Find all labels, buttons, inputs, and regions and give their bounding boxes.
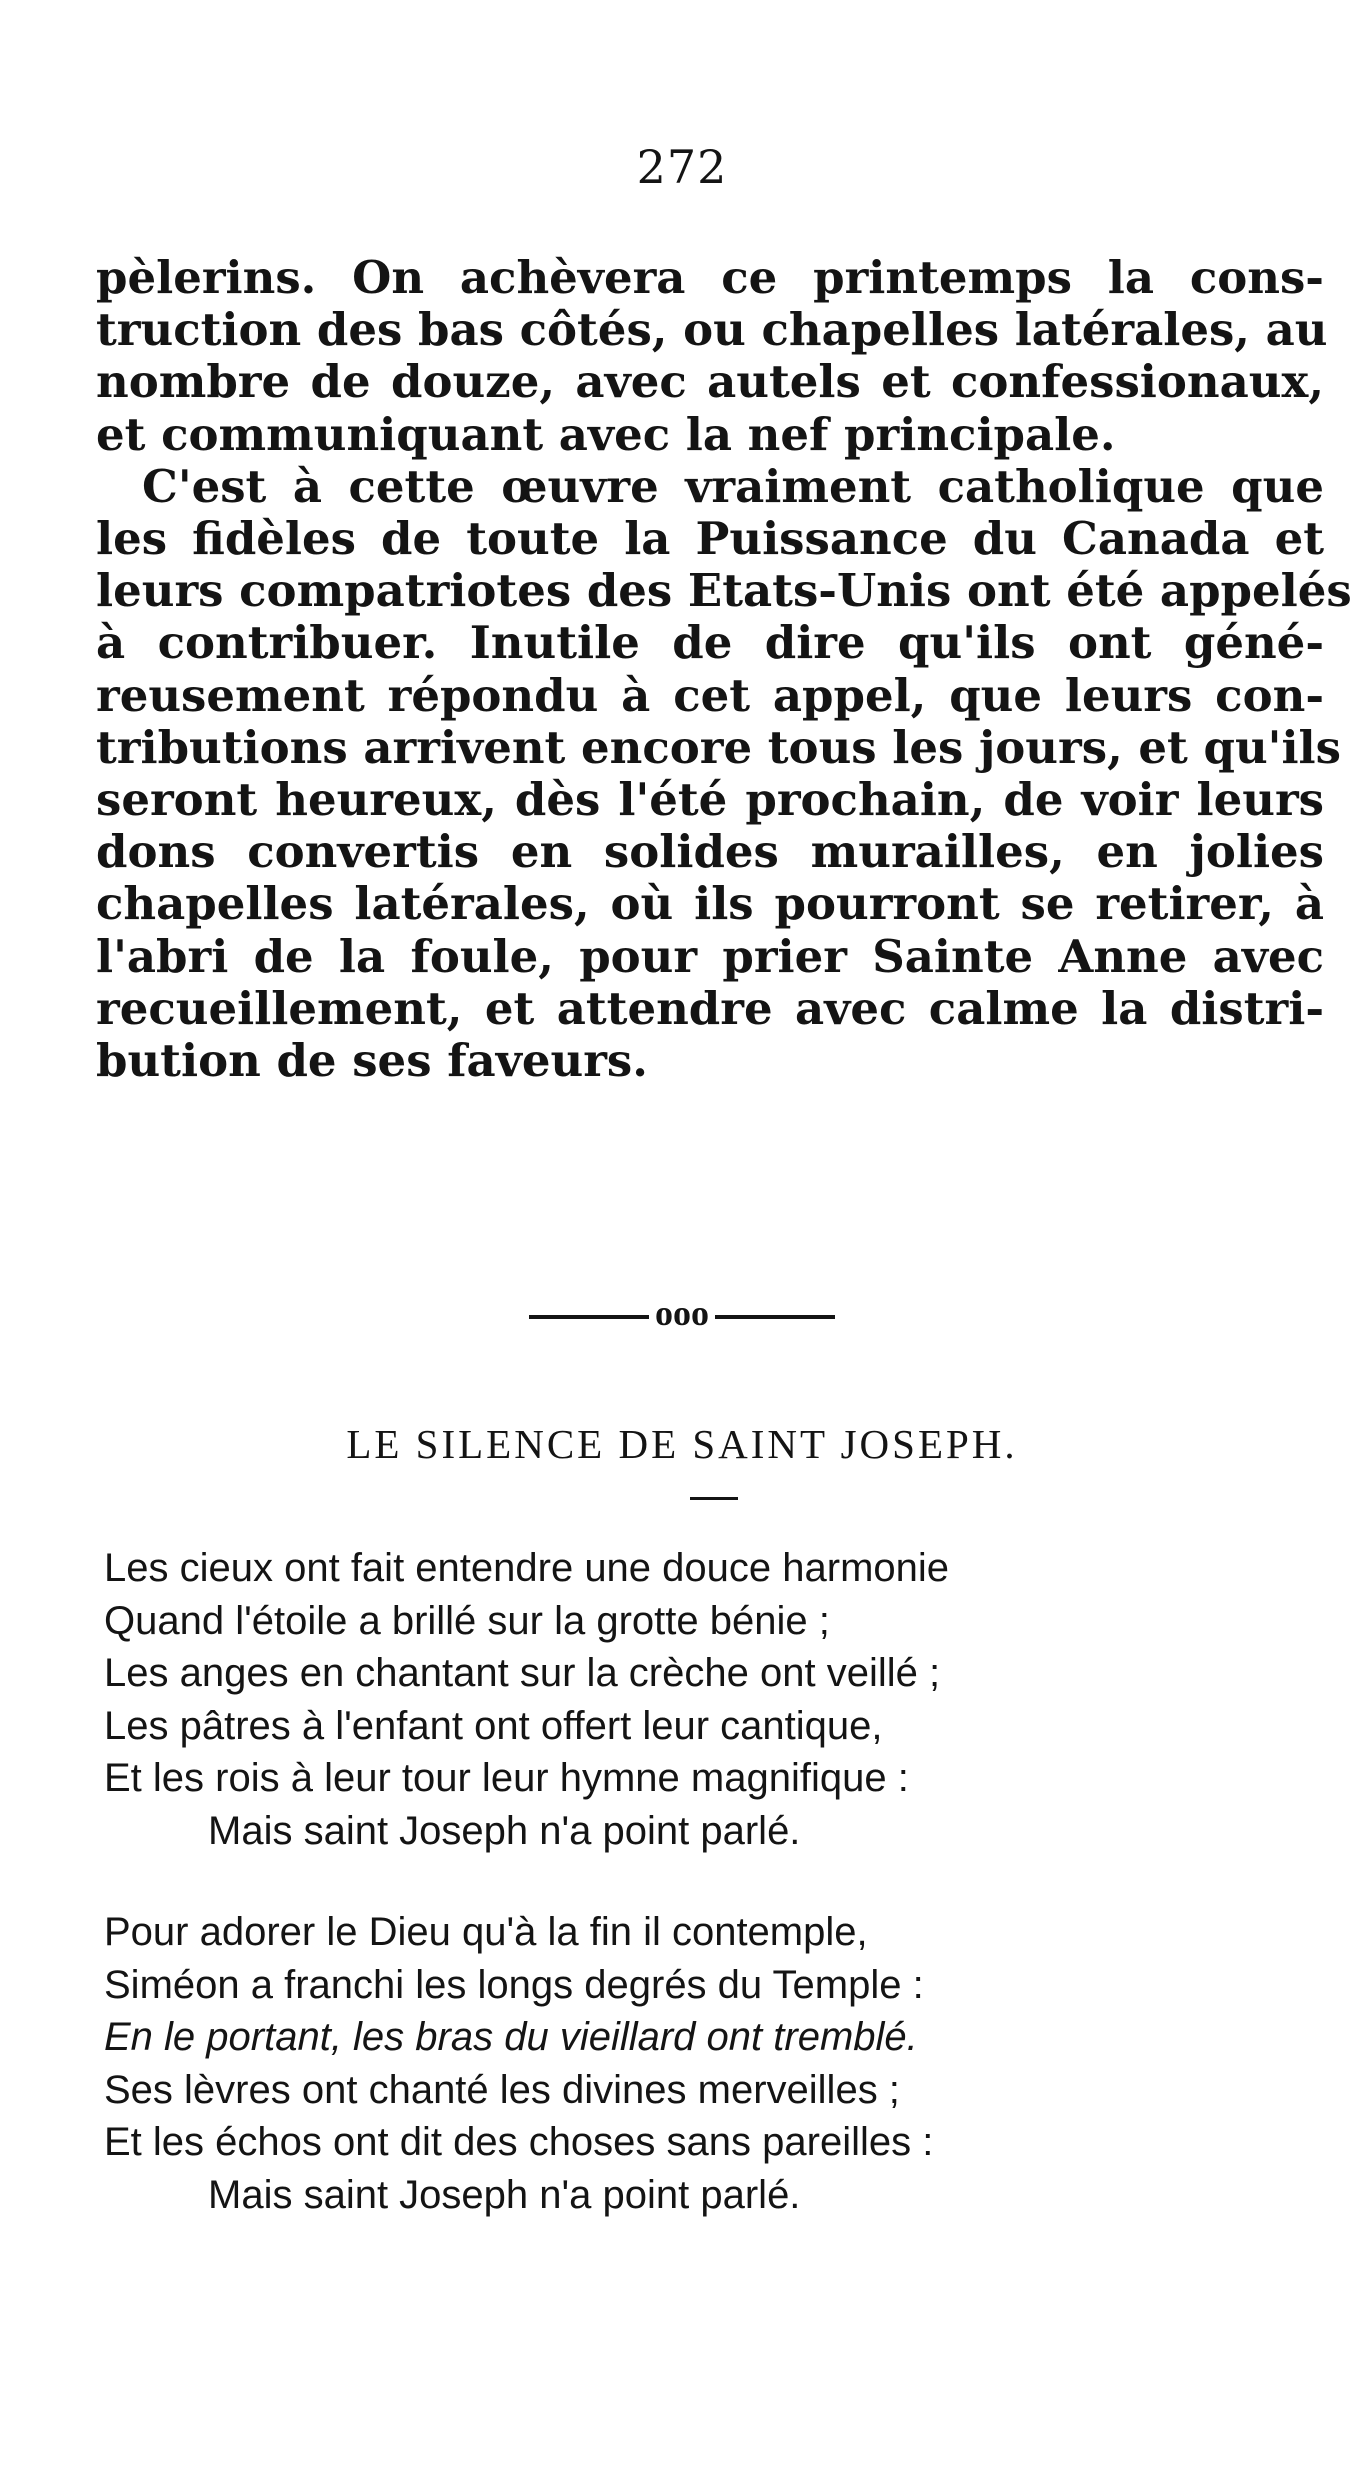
prose-line: l'abri de la foule, pour prier Sainte Anne avec [96, 929, 1324, 983]
prose-line: reusement répondu à cet appel, que leurs con- [96, 668, 1324, 722]
separator-rule [715, 1315, 835, 1319]
poem-title: LE SILENCE DE SAINT JOSEPH. [346, 1421, 1018, 1467]
prose-line: seront heureux, dès l'été prochain, de voir leurs [96, 773, 1324, 827]
verse-line: Et les rois à leur tour leur hymne magnifique : [104, 1756, 909, 1801]
prose-line: recueillement, et attendre avec calme la distri- [96, 981, 1324, 1035]
prose-line: nombre de douze, avec autels et confessionaux, [96, 355, 1324, 409]
prose-line: tributions arrivent encore tous les jours, et qu'ils [96, 720, 1341, 774]
verse-line: Les pâtres à l'enfant ont offert leur cantique, [104, 1703, 883, 1748]
prose-paragraphs [96, 251, 1352, 1088]
prose-line: truction des bas côtés, ou chapelles latérales, au [96, 303, 1328, 357]
prose-line: dons convertis en solides murailles, en jolies [96, 825, 1324, 879]
prose-line: à contribuer. Inutile de dire qu'ils ont géné- [96, 616, 1324, 670]
prose-line: les fidèles de toute la Puissance du Canada et [96, 512, 1324, 566]
verse-line: Et les échos ont dit des choses sans pareilles : [104, 2120, 934, 2165]
prose-line: chapelles latérales, où ils pourront se retirer, à [96, 877, 1324, 931]
title-divider [690, 1497, 738, 1500]
poem-stanza [104, 1542, 1334, 1858]
separator-rule [529, 1315, 649, 1319]
verse-line: Ses lèvres ont chanté les divines merveilles ; [104, 2067, 900, 2112]
section-separator [0, 1292, 1364, 1334]
prose-line: bution de ses faveurs. [96, 1034, 648, 1088]
verse-line: En le portant, les bras du vieillard ont tremblé. [104, 2015, 918, 2060]
poem-stanza [104, 1906, 1334, 2222]
refrain-line: Mais saint Joseph n'a point parlé. [208, 1808, 801, 1853]
refrain-line: Mais saint Joseph n'a point parlé. [208, 2172, 801, 2217]
separator-ornament: ooo [655, 1293, 709, 1333]
prose-line: et communiquant avec la nef principale. [96, 407, 1116, 461]
prose-line: C'est à cette œuvre vraiment catholique que [142, 459, 1324, 513]
verse-line: Pour adorer le Dieu qu'à la fin il contemple, [104, 1910, 868, 1954]
verse-line: Quand l'étoile a brillé sur la grotte bénie ; [104, 1598, 830, 1643]
page-number: 272 [636, 140, 728, 194]
prose-line: pèlerins. On achèvera ce printemps la cons- [96, 251, 1324, 304]
verse-line: Siméon a franchi les longs degrés du Temple : [104, 1962, 924, 2007]
prose-line: leurs compatriotes des Etats-Unis ont été appelés [96, 564, 1352, 618]
verse-line: Les anges en chantant sur la crèche ont veillé ; [104, 1651, 941, 1696]
verse-line: Les cieux ont fait entendre une douce harmonie [104, 1546, 950, 1590]
